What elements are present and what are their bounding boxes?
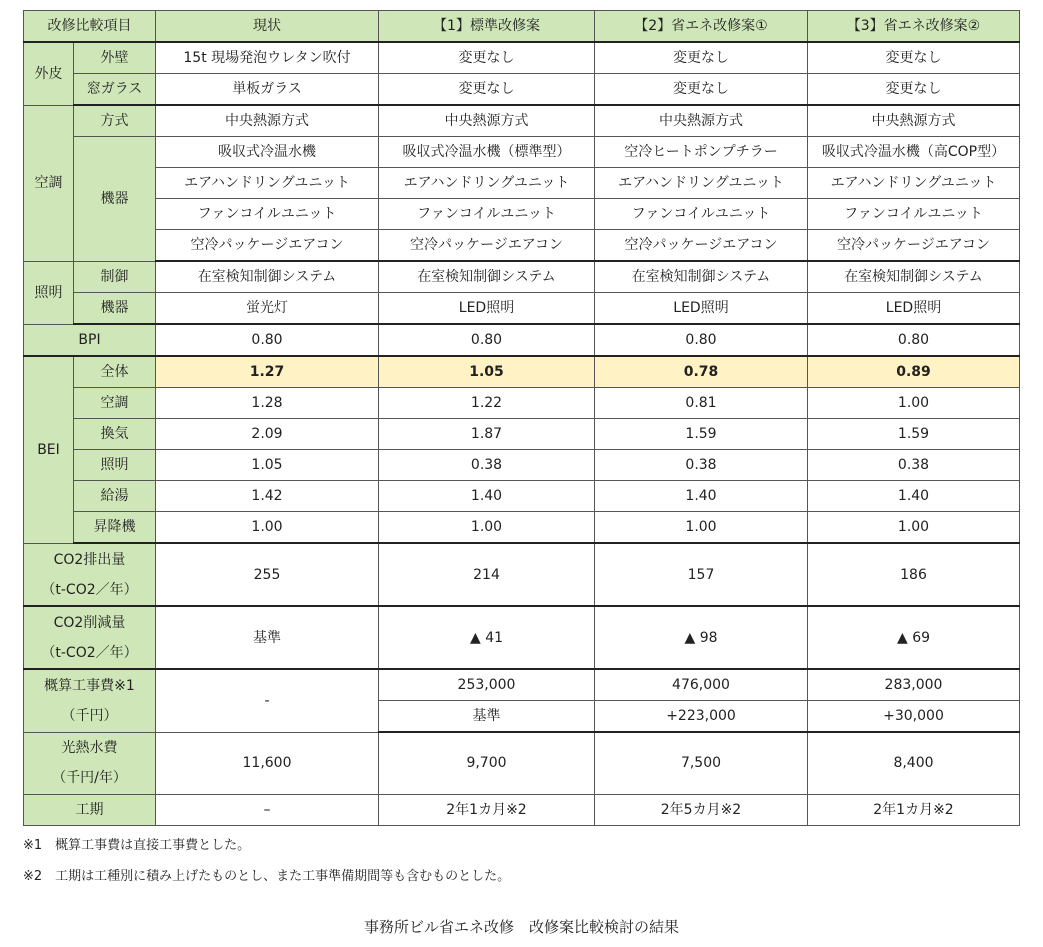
table-row: [24, 74, 1020, 106]
table-row: [24, 450, 1020, 481]
table-row: [24, 388, 1020, 419]
cell: 1.59: [808, 419, 1020, 450]
footnote-2: ※2 工期は工種別に積み上げたものとし、また工事準備期間等も含むものとした。: [23, 869, 511, 884]
cell: ファンコイルユニット: [379, 199, 595, 230]
cell: 1.87: [379, 419, 595, 450]
cell: 0.80: [379, 324, 595, 356]
cell: 空冷パッケージエアコン: [379, 230, 595, 262]
cell: 0.80: [595, 324, 808, 356]
table-row: [24, 794, 1020, 825]
cell: 在室検知制御システム: [156, 261, 379, 293]
cell: 214: [379, 543, 595, 606]
cell: 変更なし: [808, 42, 1020, 74]
cell: 空冷ヒートポンプチラー: [595, 137, 808, 168]
row-label: 給湯: [74, 481, 156, 512]
table-row: [24, 419, 1020, 450]
header-plan2: 【2】省エネ改修案①: [595, 11, 808, 43]
cell: 2年1カ月※2: [808, 794, 1020, 825]
row-label: 換気: [74, 419, 156, 450]
cell: 2年5カ月※2: [595, 794, 808, 825]
row-label-period: 工期: [24, 794, 156, 825]
table-row: [24, 481, 1020, 512]
row-label: 方式: [74, 105, 156, 137]
cell: 1.00: [808, 388, 1020, 419]
table-row: [24, 42, 1020, 74]
cell: 変更なし: [808, 74, 1020, 106]
cell: 中央熱源方式: [379, 105, 595, 137]
cell: 0.38: [379, 450, 595, 481]
cell: 255: [156, 543, 379, 606]
row-label: 機器: [74, 137, 156, 262]
row-label-line: （千円/年）: [52, 770, 127, 786]
cell: 1.59: [595, 419, 808, 450]
cell: LED照明: [808, 293, 1020, 325]
cell: 9,700: [379, 732, 595, 794]
cell: 空冷パッケージエアコン: [156, 230, 379, 262]
cell: エアハンドリングユニット: [156, 168, 379, 199]
cell: LED照明: [379, 293, 595, 325]
cell: 在室検知制御システム: [808, 261, 1020, 293]
table-row: [24, 199, 1020, 230]
table-row: [24, 261, 1020, 293]
row-label-co2-reduction: [24, 606, 156, 669]
cell: 2年1カ月※2: [379, 794, 595, 825]
cell: 1.40: [379, 481, 595, 512]
cell: 吸収式冷温水機（高COP型）: [808, 137, 1020, 168]
row-label-bpi: BPI: [24, 324, 156, 356]
cell: 中央熱源方式: [156, 105, 379, 137]
group-label-bei: BEI: [24, 356, 74, 543]
cell: ファンコイルユニット: [808, 199, 1020, 230]
cell: 変更なし: [379, 74, 595, 106]
cell: +30,000: [808, 701, 1020, 733]
cell: 15t 現場発泡ウレタン吹付: [156, 42, 379, 74]
table-row: [24, 230, 1020, 262]
comparison-table: [23, 10, 1020, 826]
table-row: [24, 293, 1020, 325]
cell: 1.00: [595, 512, 808, 544]
header-plan1: 【1】標準改修案: [379, 11, 595, 43]
cell: 中央熱源方式: [595, 105, 808, 137]
row-label: 全体: [74, 356, 156, 388]
row-label: 空調: [74, 388, 156, 419]
cell: ファンコイルユニット: [595, 199, 808, 230]
cell: 7,500: [595, 732, 808, 794]
cell: エアハンドリングユニット: [595, 168, 808, 199]
table-row: [24, 543, 1020, 606]
cell: -: [156, 669, 379, 732]
row-label-line: CO2削減量: [53, 614, 126, 631]
table-row: [24, 356, 1020, 388]
cell: 0.80: [808, 324, 1020, 356]
cell: 単板ガラス: [156, 74, 379, 106]
cell: 変更なし: [379, 42, 595, 74]
cell: 1.05: [156, 450, 379, 481]
cell: 0.81: [595, 388, 808, 419]
row-label-line: 概算工事費※1: [44, 677, 135, 694]
cell: 中央熱源方式: [808, 105, 1020, 137]
cell: 0.38: [595, 450, 808, 481]
cell: 186: [808, 543, 1020, 606]
cell: 0.89: [808, 356, 1020, 388]
cell: 1.00: [379, 512, 595, 544]
row-label-line: 光熱水費: [61, 740, 118, 756]
row-label-line: （t-CO2／年）: [41, 581, 138, 598]
cell: ▲ 69: [808, 606, 1020, 669]
row-label: 外壁: [74, 42, 156, 74]
cell: 0.38: [808, 450, 1020, 481]
cell: 1.42: [156, 481, 379, 512]
cell: ▲ 98: [595, 606, 808, 669]
figure-caption: 事務所ビル省エネ改修 改修案比較検討の結果: [363, 918, 679, 936]
group-label-lighting: 照明: [24, 261, 74, 324]
table-row: [24, 168, 1020, 199]
cell: 1.00: [808, 512, 1020, 544]
cell: 253,000: [379, 669, 595, 701]
cell: +223,000: [595, 701, 808, 733]
row-label-line: （千円）: [61, 707, 118, 724]
row-label: 窓ガラス: [74, 74, 156, 106]
table-row: [24, 732, 1020, 794]
table-row: [24, 105, 1020, 137]
cell: LED照明: [595, 293, 808, 325]
table-row: [24, 324, 1020, 356]
cell: 8,400: [808, 732, 1020, 794]
row-label-line: （t-CO2／年）: [41, 644, 138, 661]
cell: エアハンドリングユニット: [379, 168, 595, 199]
cell: エアハンドリングユニット: [808, 168, 1020, 199]
table-row: [24, 669, 1020, 701]
row-label: 制御: [74, 261, 156, 293]
cell: 1.40: [595, 481, 808, 512]
table-row: [24, 606, 1020, 669]
cell: 吸収式冷温水機: [156, 137, 379, 168]
row-label: 照明: [74, 450, 156, 481]
cell: 1.00: [156, 512, 379, 544]
cell: 157: [595, 543, 808, 606]
cell: 1.05: [379, 356, 595, 388]
cell: 0.80: [156, 324, 379, 356]
cell: 476,000: [595, 669, 808, 701]
cell: 1.22: [379, 388, 595, 419]
cell: 11,600: [156, 732, 379, 794]
cell: 2.09: [156, 419, 379, 450]
cell: 283,000: [808, 669, 1020, 701]
cell: 空冷パッケージエアコン: [595, 230, 808, 262]
table-row: [24, 512, 1020, 544]
cell: 1.27: [156, 356, 379, 388]
cell: 在室検知制御システム: [595, 261, 808, 293]
cell: 空冷パッケージエアコン: [808, 230, 1020, 262]
row-label-line: CO2排出量: [53, 551, 126, 568]
cell: 変更なし: [595, 74, 808, 106]
cell: 1.28: [156, 388, 379, 419]
row-label: 機器: [74, 293, 156, 325]
header-item: 改修比較項目: [24, 11, 156, 43]
footnote-1: ※1 概算工事費は直接工事費とした。: [23, 838, 251, 853]
cell: 基準: [379, 701, 595, 733]
cell: ファンコイルユニット: [156, 199, 379, 230]
cell: ▲ 41: [379, 606, 595, 669]
cell: 在室検知制御システム: [379, 261, 595, 293]
cell: 吸収式冷温水機（標準型）: [379, 137, 595, 168]
cell: 蛍光灯: [156, 293, 379, 325]
row-label-cost: [24, 669, 156, 732]
cell: 1.40: [808, 481, 1020, 512]
header-current: 現状: [156, 11, 379, 43]
cell: 0.78: [595, 356, 808, 388]
row-label-co2: [24, 543, 156, 606]
row-label: 昇降機: [74, 512, 156, 544]
cell: 基準: [156, 606, 379, 669]
group-label-hvac: 空調: [24, 105, 74, 261]
header-plan3: 【3】省エネ改修案②: [808, 11, 1020, 43]
cell: 変更なし: [595, 42, 808, 74]
cell: –: [156, 794, 379, 825]
header-row: [24, 11, 1020, 43]
table-row: [24, 137, 1020, 168]
group-label-envelope: 外皮: [24, 42, 74, 105]
row-label-energy: [24, 732, 156, 794]
